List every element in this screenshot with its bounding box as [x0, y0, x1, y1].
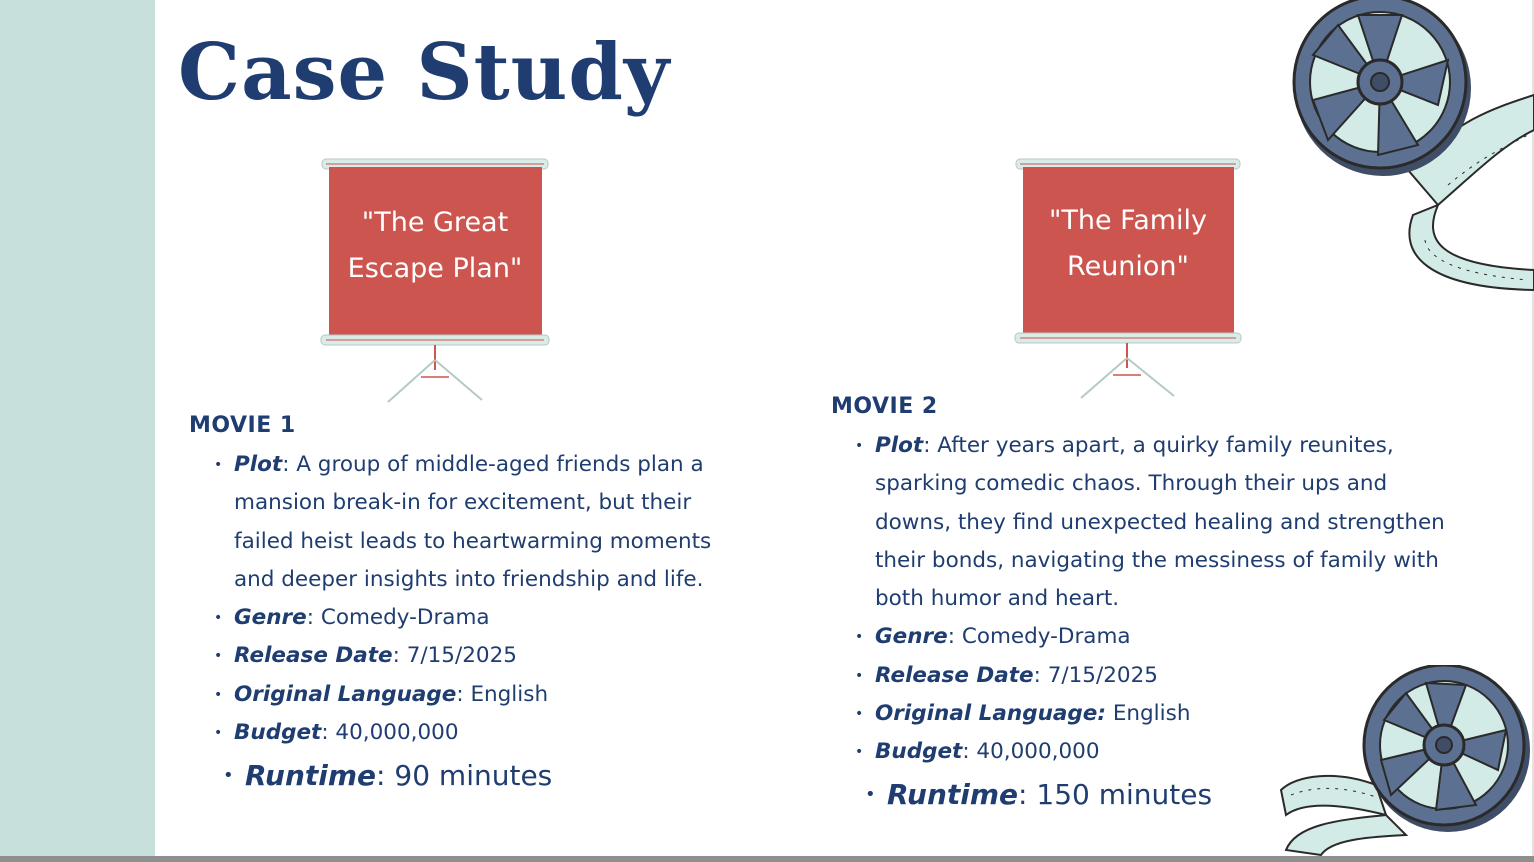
budget-value: 40,000,000: [335, 720, 459, 746]
release-label: Release Date: [875, 662, 1034, 688]
left-accent-band: [0, 0, 155, 858]
screen-2-title: [1023, 198, 1233, 290]
movie-2-runtime: • Runtime: 150 minutes: [887, 776, 1212, 814]
genre-value: Comedy-Drama: [320, 605, 490, 631]
movie-1-details: [214, 446, 774, 752]
genre-label: Genre: [875, 624, 948, 650]
plot-line: their bonds, navigating the messiness of family with: [875, 547, 1439, 573]
screen-2-title-line2: Reunion": [1067, 251, 1189, 282]
plot-line: mansion break-in for excitement, but their: [234, 490, 692, 516]
language-value: English: [1112, 701, 1191, 727]
bullet-icon: •: [214, 610, 223, 627]
movie-2-release: • Release Date: 7/15/2025: [875, 657, 1515, 695]
movie-2-budget: • Budget: 40,000,000: [875, 733, 1515, 771]
bullet-icon: •: [214, 725, 223, 742]
screen-1-title-line1: "The Great: [361, 207, 509, 238]
genre-label: Genre: [234, 605, 307, 631]
plot-label: Plot: [875, 433, 924, 458]
plot-line: A group of middle-aged friends plan a: [296, 452, 704, 477]
release-value: 7/15/2025: [1047, 662, 1158, 688]
screen-1-title: [330, 200, 540, 292]
bottom-divider: [0, 856, 1534, 862]
plot-line: and deeper insights into friendship and life.: [234, 566, 704, 592]
runtime-value: 90 minutes: [394, 759, 553, 792]
movie-1-runtime: • Runtime: 90 minutes: [245, 757, 552, 795]
budget-value: 40,000,000: [976, 739, 1100, 765]
language-label: Original Language:: [875, 701, 1106, 727]
bullet-icon: •: [865, 784, 876, 805]
plot-label: Plot: [234, 452, 283, 477]
movie-2-genre: • Genre: Comedy-Drama: [875, 618, 1515, 656]
screen-1-title-line2: Escape Plan": [347, 253, 523, 284]
screen-2-title-line1: "The Family: [1048, 205, 1208, 236]
release-label: Release Date: [234, 643, 393, 669]
bullet-icon: •: [855, 744, 864, 761]
bullet-icon: •: [855, 667, 864, 684]
plot-line: After years apart, a quirky family reunites,: [937, 433, 1394, 458]
release-value: 7/15/2025: [406, 643, 517, 669]
runtime-value: 150 minutes: [1036, 778, 1213, 811]
movie-1-plot: • Plot: A group of middle-aged friends plan a mansion break-in for excitement, but their failed heist leads to heartwarming moments and deeper insights into friendship and life.: [234, 446, 774, 599]
movie-1-genre: • Genre: Comedy-Drama: [234, 599, 774, 637]
plot-line: downs, they find unexpected healing and strengthen: [875, 509, 1445, 535]
budget-label: Budget: [234, 720, 322, 746]
plot-line: both humor and heart.: [875, 586, 1120, 612]
bullet-icon: •: [214, 457, 223, 473]
runtime-label: Runtime: [887, 778, 1019, 811]
budget-label: Budget: [875, 739, 963, 765]
bullet-icon: •: [855, 706, 864, 723]
movie-2-plot: • Plot: After years apart, a quirky family reunites, sparking comedic chaos. Through their ups and downs, they find unexpected healing and strengthen their bonds, navigating the messiness of family with both humor and heart.: [875, 427, 1515, 618]
language-value: English: [470, 681, 549, 707]
bullet-icon: •: [855, 438, 864, 454]
bullet-icon: •: [214, 648, 223, 665]
genre-value: Comedy-Drama: [961, 624, 1131, 650]
bullet-icon: •: [214, 686, 223, 703]
projector-screen-2: [1012, 155, 1244, 401]
plot-line: failed heist leads to heartwarming moments: [234, 528, 712, 554]
movie-1-budget: • Budget: 40,000,000: [234, 714, 774, 752]
movie-1-label: MOVIE 1: [189, 413, 296, 438]
movie-2-label: MOVIE 2: [831, 394, 938, 419]
film-reel-icon: [1276, 665, 1532, 856]
plot-line: sparking comedic chaos. Through their ups and: [875, 471, 1388, 497]
film-reel-icon: [1288, 0, 1534, 295]
bullet-icon: •: [855, 629, 864, 646]
language-label: Original Language: [234, 681, 457, 707]
movie-1-release: • Release Date: 7/15/2025: [234, 637, 774, 675]
movie-1-language: • Original Language: English: [234, 676, 774, 714]
runtime-label: Runtime: [245, 759, 377, 792]
bullet-icon: •: [223, 765, 234, 786]
projector-screen-1: [318, 155, 552, 405]
slide-title: Case Study: [178, 27, 671, 118]
